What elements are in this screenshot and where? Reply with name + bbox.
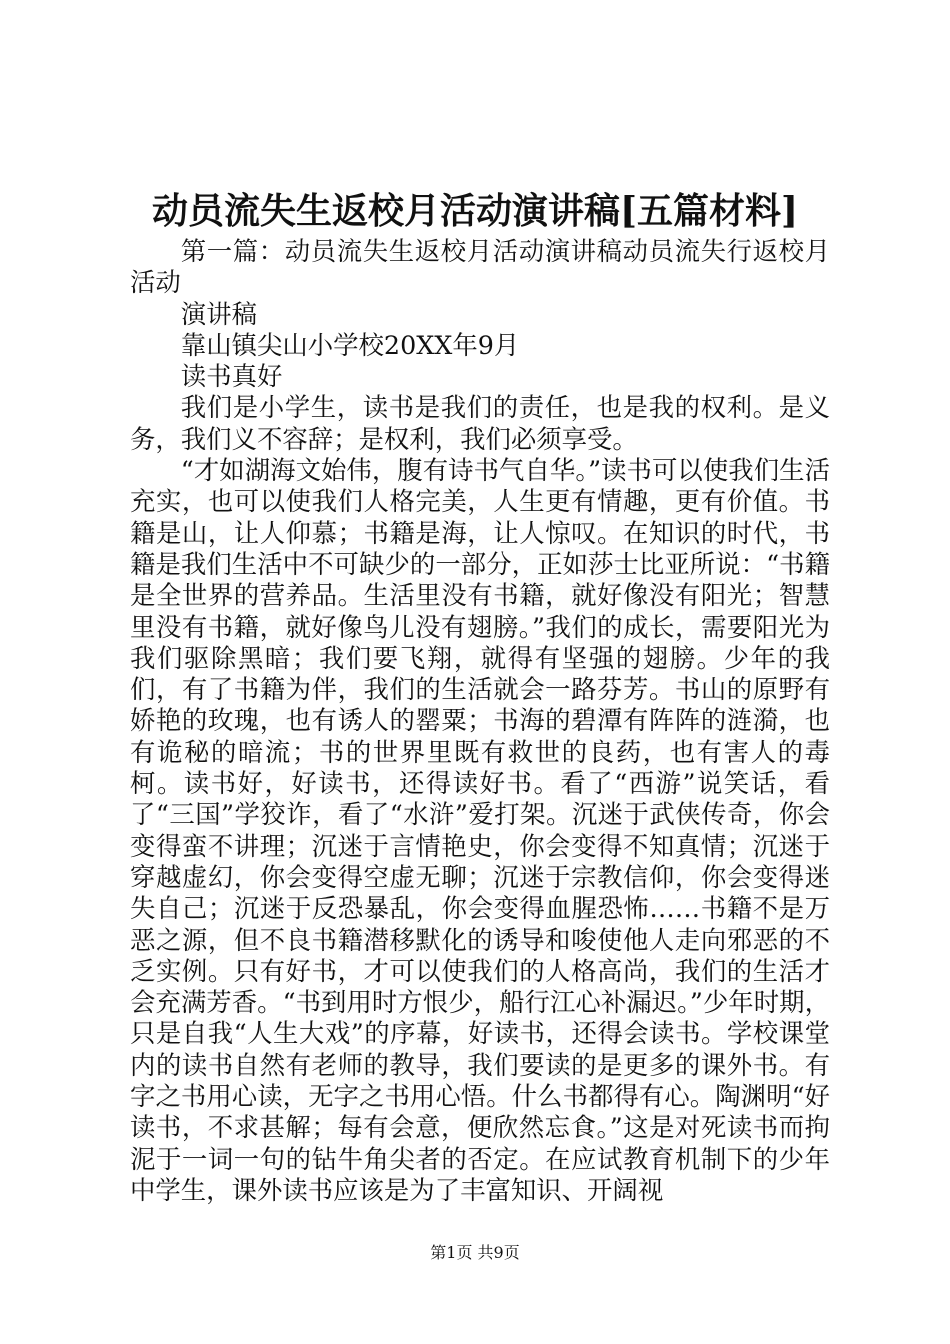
paragraph-speech-label: 演讲稿: [180, 298, 257, 329]
document-body: [130, 236, 830, 1206]
page-footer: 第1页 共9页: [430, 1243, 520, 1262]
paragraph-body-1: 我们是小学生，读书是我们的责任，也是我的权利。是义务，我们义不容辞；是权利，我们必须享受。: [130, 392, 830, 454]
paragraph-school-date: 靠山镇尖山小学校20XX年9月: [180, 329, 520, 360]
document-title: 动员流失生返校月活动演讲稿[五篇材料]: [151, 190, 799, 232]
paragraph-speech-title: 读书真好: [180, 361, 283, 392]
paragraph-body-2: “才如湖海文始伟，腹有诗书气自华。”读书可以使我们生活充实，也可以使我们人格完美，人生更有情趣，更有价值。书籍是山，让人仰慕；书籍是海，让人惊叹。在知识的时代，书籍是我们生活中不可缺少的一部分，正如莎士比亚所说：“书籍是全世界的营养品。生活里没有书籍，就好像没有阳光；智慧里没有书籍，就好像鸟儿没有翅膀。”我们的成长，需要阳光为我们驱除黑暗；我们要飞翔，就得有坚强的翅膀。少年的我们，有了书籍为伴，我们的生活就会一路芬芳。书山的原野有娇艳的玫瑰，也有诱人的罂粟；书海的碧潭有阵阵的涟漪，也有诡秘的暗流；书的世界里既有救世的良药，也有害人的毒柯。读书好，好读书，还得读好书。看了“西游”说笑话，看了“三国”学狡诈，看了“水浒”爱打架。沉迷于武侠传奇，你会变得蛮不讲理；沉迷于言情艳史，你会变得不知真情；沉迷于穿越虚幻，你会变得空虚无聊；沉迷于宗教信仰，你会变得迷失自己；沉迷于反恐暴乱，你会变得血腥恐怖……书籍不是万恶之源，但不良书籍潜移默化的诱导和唆使他人走向邪恶的不乏实例。只有好书，才可以使我们的人格高尚，我们的生活才会充满芳香。“书到用时方恨少，船行江心补漏迟。”少年时期，只是自我“人生大戏”的序幕，好读书，还得会读书。学校课堂内的读书自然有老师的教导，我们要读的是更多的课外书。有字之书用心读，无字之书用心悟。什么书都得有心。陶渊明“好读书，不求甚解；每有会意，便欣然忘食。”这是对死读书而拘泥于一词一句的钻牛角尖者的否定。在应试教育机制下的少年中学生，课外读书应该是为了丰富知识、开阔视: [130, 455, 830, 1205]
paragraph-chapter-heading: 第一篇：动员流失生返校月活动演讲稿动员流失行返校月活动: [130, 236, 830, 298]
